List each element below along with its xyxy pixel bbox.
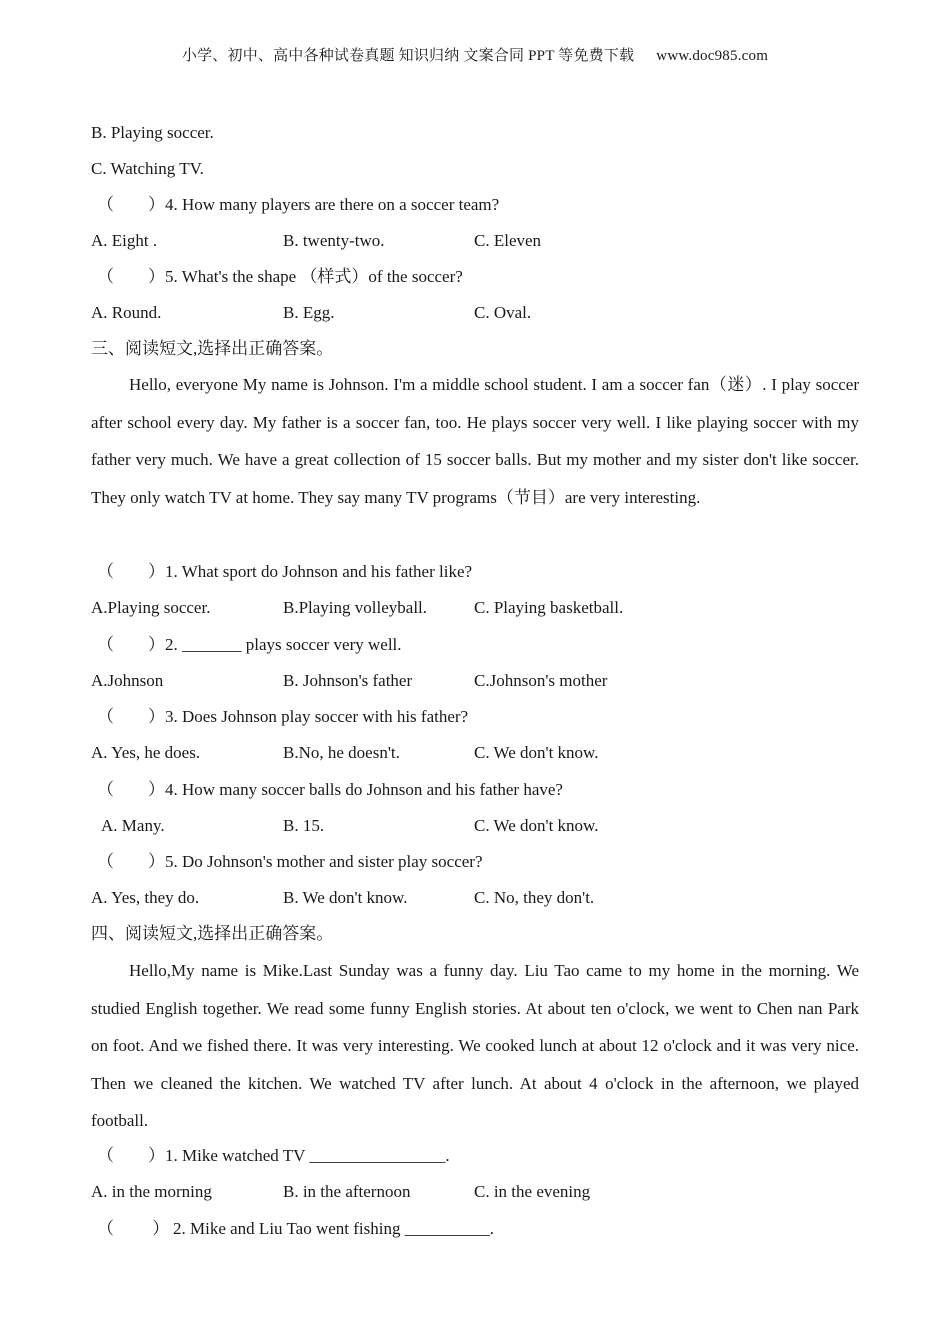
option-c: C. in the evening xyxy=(474,1182,591,1201)
option-a: A.Playing soccer. xyxy=(91,598,211,617)
option-c: C. Playing basketball. xyxy=(474,598,624,617)
answer-blank[interactable]: （ ） xyxy=(97,635,165,654)
option-b: B. Egg. xyxy=(283,303,335,322)
answer-blank[interactable]: （ ） xyxy=(97,267,165,286)
answer-blank[interactable]: （ ） xyxy=(97,852,165,871)
option-c: C. We don't know. xyxy=(474,816,599,835)
option-a: A. Round. xyxy=(91,303,162,322)
question-text: 2. _______ plays soccer very well. xyxy=(165,635,402,654)
question-text: 5. What's the shape （样式）of the soccer? xyxy=(165,267,463,286)
s3-question-5 xyxy=(97,851,483,873)
s3-question-1 xyxy=(97,561,472,583)
answer-blank[interactable]: （ ） xyxy=(97,1219,170,1238)
option-c: C. Watching TV. xyxy=(91,159,204,178)
option-a: A. Eight . xyxy=(91,231,158,250)
option-c: C.Johnson's mother xyxy=(474,671,608,690)
option-a: A.Johnson xyxy=(91,671,164,690)
page-header xyxy=(0,44,950,65)
section-4-passage: Hello,My name is Mike.Last Sunday was a funny day. Liu Tao came to my home in the morning. We studied English together. We read some funny English stories. At about ten o'clock, we went to Chen nan Park on foot. And we fished there. It was very interesting. We cooked lunch at about 12 o'clock and it was very nice. Then we cleaned the kitchen. We watched TV after lunch. At about 4 o'clock in the afternoon, we played football. xyxy=(91,961,859,1131)
question-text: 5. Do Johnson's mother and sister play soccer? xyxy=(165,852,483,871)
option-a: A. Many. xyxy=(101,816,165,835)
s4-question-1 xyxy=(97,1145,450,1167)
question-text: 4. How many players are there on a soccer team? xyxy=(165,195,500,214)
answer-blank[interactable]: （ ） xyxy=(97,1146,165,1165)
s3-question-4 xyxy=(97,779,563,801)
question-text: 1. Mike watched TV ________________. xyxy=(165,1146,450,1165)
answer-blank[interactable]: （ ） xyxy=(97,780,165,799)
option-a: A. Yes, they do. xyxy=(91,888,200,907)
header-text: 小学、初中、高中各种试卷真题 知识归纳 文案合同 PPT 等免费下载 xyxy=(181,48,635,64)
option-b: B. We don't know. xyxy=(283,888,408,907)
s4-question-2 xyxy=(97,1218,494,1240)
option-c: C. We don't know. xyxy=(474,743,599,762)
section-3-heading: 三、阅读短文,选择出正确答案。 xyxy=(91,339,334,358)
option-b: B.No, he doesn't. xyxy=(283,743,400,762)
answer-blank[interactable]: （ ） xyxy=(97,707,165,726)
question-text: 2. Mike and Liu Tao went fishing __________. xyxy=(173,1219,494,1238)
option-a: A. Yes, he does. xyxy=(91,743,201,762)
option-b: B. Johnson's father xyxy=(283,671,413,690)
question-4 xyxy=(97,194,499,216)
question-text: 3. Does Johnson play soccer with his father? xyxy=(165,707,469,726)
option-a: A. in the morning xyxy=(91,1182,212,1201)
s3-question-2 xyxy=(97,634,402,656)
header-site: www.doc985.com xyxy=(656,48,769,64)
s3-question-3 xyxy=(97,706,468,728)
question-text: 4. How many soccer balls do Johnson and his father have? xyxy=(165,780,563,799)
question-5 xyxy=(97,266,463,288)
answer-blank[interactable]: （ ） xyxy=(97,562,165,581)
option-c: C. Oval. xyxy=(474,303,532,322)
option-b: B. 15. xyxy=(283,816,325,835)
question-text: 1. What sport do Johnson and his father like? xyxy=(165,562,473,581)
option-c: C. Eleven xyxy=(474,231,542,250)
section-3-passage: Hello, everyone My name is Johnson. I'm a middle school student. I am a soccer fan（迷）. I play soccer after school every day. My father is a soccer fan, too. He plays soccer very well. I like playing soccer with my father very much. We have a great collection of 15 soccer balls. But my mother and my sister don't like soccer. They only watch TV at home. They say many TV programs（节目）are very interesting. xyxy=(91,375,859,507)
option-b: B. Playing soccer. xyxy=(91,123,214,142)
option-b: B. in the afternoon xyxy=(283,1182,411,1201)
section-4-heading: 四、阅读短文,选择出正确答案。 xyxy=(91,924,334,943)
option-b: B.Playing volleyball. xyxy=(283,598,428,617)
option-c: C. No, they don't. xyxy=(474,888,595,907)
option-b: B. twenty-two. xyxy=(283,231,385,250)
answer-blank[interactable]: （ ） xyxy=(97,195,165,214)
